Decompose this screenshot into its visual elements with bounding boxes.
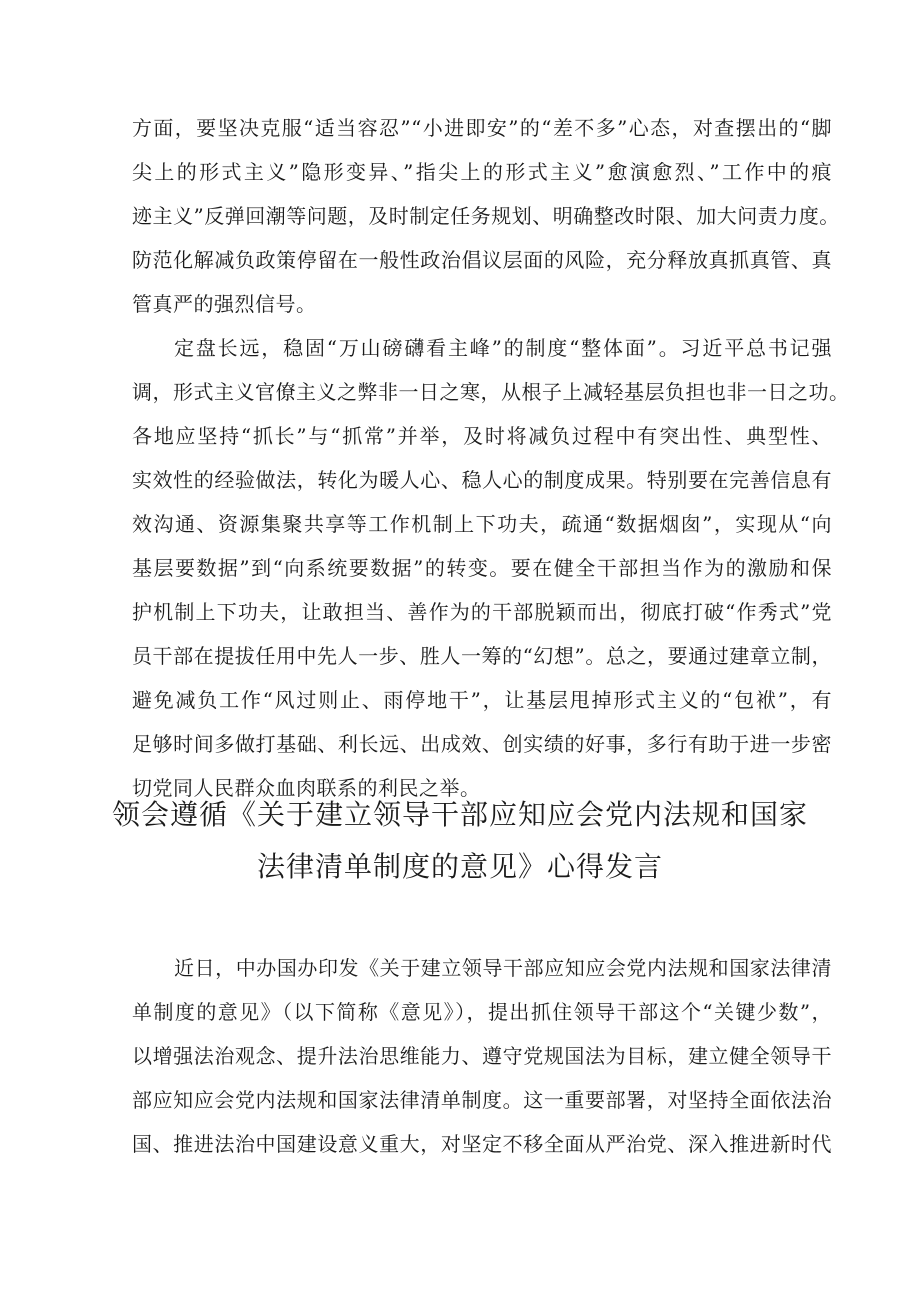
paragraph-line: 各地应坚持“抓长”与“抓常”并举，及时将减负过程中有突出性、典型性、 xyxy=(132,424,832,448)
paragraph-line: 足够时间多做打基础、利长远、出成效、创实绩的好事，多行有助于进一步密 xyxy=(132,732,832,756)
paragraph-line: 单制度的意见》（以下简称《意见》），提出抓住领导干部这个“关键少数”， xyxy=(132,1000,832,1024)
paragraph-line: 方面，要坚决克服“适当容忍”“小进即安”的“差不多”心态，对查摆出的“脚 xyxy=(132,116,832,140)
paragraph-line: 避免减负工作“风过则止、雨停地干”，让基层甩掉形式主义的“包袱”，有 xyxy=(132,688,832,712)
paragraph-line: 管真严的强烈信号。 xyxy=(132,292,317,316)
paragraph-line: 切党同人民群众血肉联系的利民之举。 xyxy=(132,776,481,800)
paragraph-line: 基层要数据”到“向系统要数据”的转变。要在健全干部担当作为的激励和保 xyxy=(132,556,832,580)
paragraph-line: 国、推进法治中国建设意义重大，对坚定不移全面从严治党、深入推进新时代 xyxy=(132,1132,832,1156)
paragraph-line: 尖上的形式主义”隐形变异、”指尖上的形式主义”愈演愈烈、”工作中的痕 xyxy=(132,160,832,184)
paragraph-line: 定盘长远，稳固“万山磅礴看主峰”的制度“整体面”。习近平总书记强 xyxy=(174,336,832,360)
paragraph-line: 部应知应会党内法规和国家法律清单制度。这一重要部署，对坚持全面依法治 xyxy=(132,1088,832,1112)
paragraph-line: 以增强法治观念、提升法治思维能力、遵守党规国法为目标，建立健全领导干 xyxy=(132,1044,832,1068)
paragraph-line: 员干部在提拔任用中先人一步、胜人一筹的“幻想”。总之，要通过建章立制， xyxy=(132,644,832,668)
title-line-2: 法律清单制度的意见》心得发言 xyxy=(256,850,663,883)
paragraph-line: 实效性的经验做法，转化为暖人心、稳人心的制度成果。特别要在完善信息有 xyxy=(132,468,832,492)
paragraph-line: 迹主义”反弹回潮等问题，及时制定任务规划、明确整改时限、加大问责力度。 xyxy=(132,204,840,228)
paragraph-line: 护机制上下功夫，让敢担当、善作为的干部脱颖而出，彻底打破“作秀式”党 xyxy=(132,600,832,624)
paragraph-line: 近日，中办国办印发《关于建立领导干部应知应会党内法规和国家法律清 xyxy=(174,956,832,980)
paragraph-line: 调，形式主义官僚主义之弊非一日之寒，从根子上减轻基层负担也非一日之功。 xyxy=(132,380,850,404)
title-line-1: 领会遵循《关于建立领导干部应知应会党内法规和国家 xyxy=(111,798,808,831)
paragraph-line: 防范化解减负政策停留在一般性政治倡议层面的风险，充分释放真抓真管、真 xyxy=(132,248,832,272)
paragraph-line: 效沟通、资源集聚共享等工作机制上下功夫，疏通“数据烟囱”，实现从“向 xyxy=(132,512,832,536)
